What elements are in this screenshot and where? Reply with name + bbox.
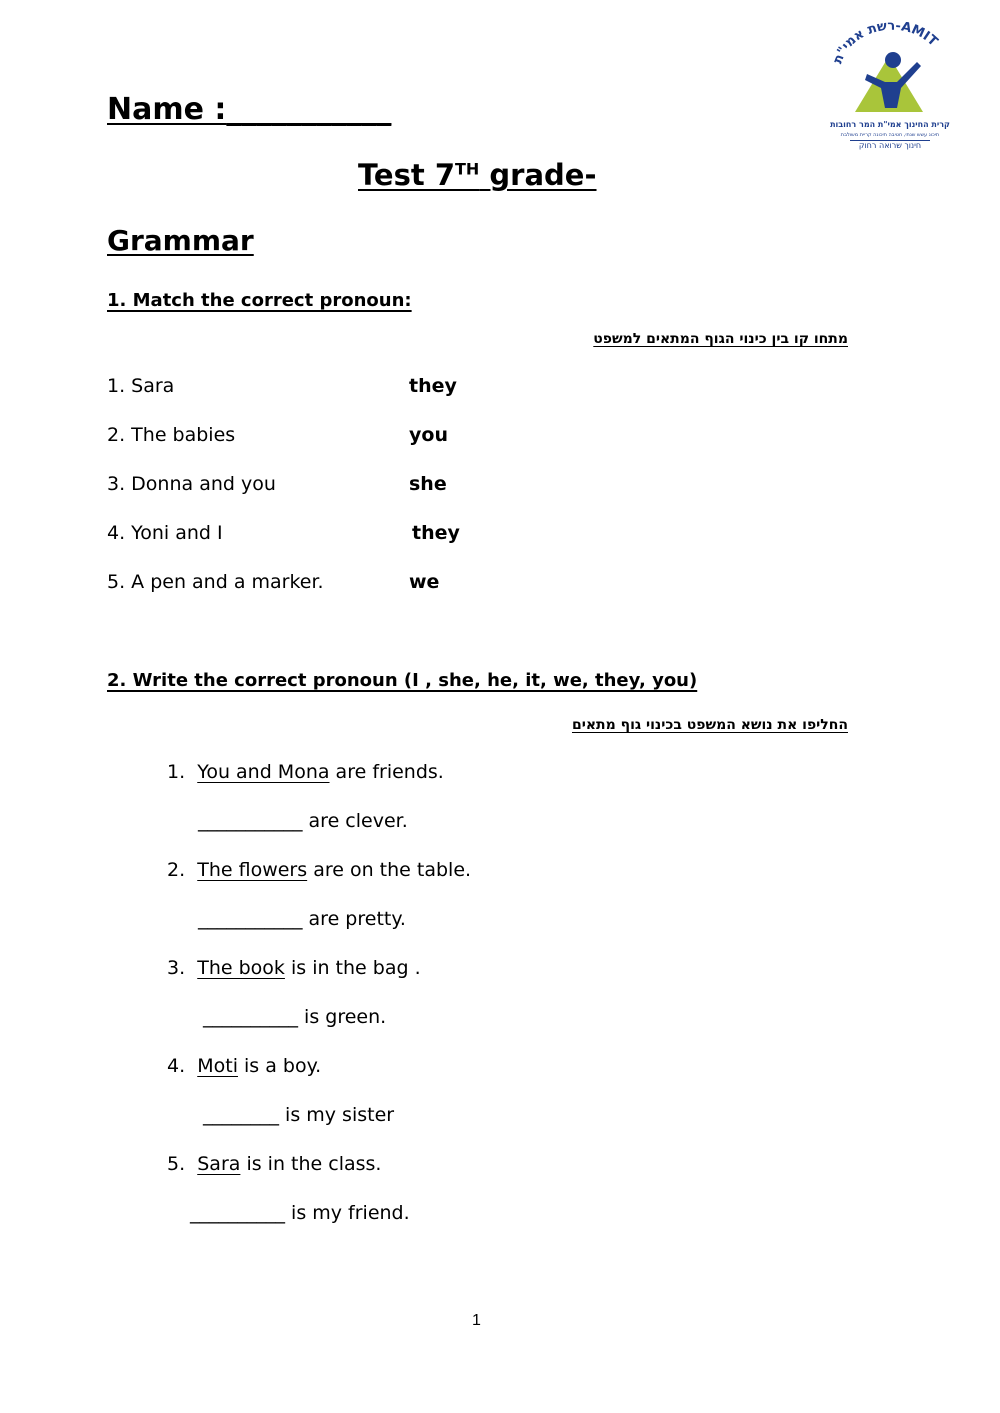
q2-answer-line	[198, 908, 406, 930]
q2-subject: The flowers	[197, 859, 308, 881]
q2-sentence	[167, 1153, 381, 1175]
q1-pronoun: they	[412, 522, 460, 544]
q2-number: 5.	[167, 1153, 186, 1175]
section-heading: Grammar	[107, 224, 254, 257]
logo-caption-1: קרית החינוך אמי"ת המר רחובות	[830, 120, 950, 129]
q2-answer-rest: are clever.	[302, 810, 408, 832]
q2-blank: ___________	[198, 908, 303, 930]
q1-item: 5. A pen and a marker.	[107, 571, 324, 593]
q2-number: 4.	[167, 1055, 186, 1077]
q2-subject: The book	[197, 957, 285, 979]
school-logo	[825, 22, 955, 154]
q2-sentence	[167, 761, 444, 783]
q2-sentence-rest: is in the bag .	[284, 957, 421, 979]
q2-subject: Moti	[197, 1055, 238, 1077]
q2-number: 3.	[167, 957, 186, 979]
name-field	[107, 92, 391, 127]
title-superscript: TH	[455, 159, 480, 179]
name-blank: ___________	[226, 92, 392, 127]
q2-sentence	[167, 957, 421, 979]
q1-pronoun: we	[409, 571, 440, 593]
q2-answer-rest: is my sister	[279, 1104, 395, 1126]
q2-sentence-rest: are on the table.	[307, 859, 472, 881]
q2-subject: Sara	[197, 1153, 241, 1175]
q1-item: 1. Sara	[107, 375, 175, 397]
q2-sentence-rest: is a boy.	[237, 1055, 322, 1077]
title-suffix: grade-	[479, 158, 597, 192]
title-prefix: Test 7	[358, 158, 455, 192]
q2-blank: ________	[203, 1104, 279, 1126]
q2-blank: ___________	[198, 810, 303, 832]
q1-item: 4. Yoni and I	[107, 522, 223, 544]
logo-caption-3: חינוך שרואה רחוק	[850, 140, 930, 150]
test-title	[358, 158, 597, 192]
q1-item: 2. The babies	[107, 424, 236, 446]
q2-answer-line	[203, 1006, 386, 1028]
q2-subject: You and Mona	[197, 761, 330, 783]
q2-sentence-rest: are friends.	[329, 761, 444, 783]
q1-pronoun: she	[409, 473, 447, 495]
name-label: Name :	[107, 92, 227, 127]
q2-hebrew-instruction: החליפו את נושא המשפט בכינוי גוף מתאים	[571, 717, 848, 733]
q1-hebrew-instruction: מתחו קו בין כינוי הגוף המתאים למשפט	[593, 331, 848, 347]
q2-sentence	[167, 1055, 321, 1077]
q2-answer-rest: are pretty.	[302, 908, 406, 930]
q2-sentence	[167, 859, 471, 881]
q2-number: 1.	[167, 761, 186, 783]
q2-blank: __________	[190, 1202, 285, 1224]
q1-item: 3. Donna and you	[107, 473, 276, 495]
q2-answer-line	[190, 1202, 410, 1224]
q2-answer-rest: is green.	[298, 1006, 387, 1028]
q2-answer-line	[203, 1104, 394, 1126]
q2-number: 2.	[167, 859, 186, 881]
q2-heading: 2. Write the correct pronoun (I , she, he, it, we, they, you)	[107, 670, 698, 691]
q1-pronoun: they	[409, 375, 457, 397]
q1-heading: 1. Match the correct pronoun:	[107, 290, 412, 311]
q2-sentence-rest: is in the class.	[240, 1153, 382, 1175]
page-number: 1	[472, 1312, 481, 1329]
logo-arc-text: רשת אמי"ת-AMIT	[830, 22, 941, 66]
logo-caption-2: תיכונ עשש שנתי, חטיבה תיכונה קריית משולבת	[840, 132, 940, 138]
q1-pronoun: you	[409, 424, 448, 446]
q2-answer-rest: is my friend.	[285, 1202, 410, 1224]
q2-blank: __________	[203, 1006, 298, 1028]
q2-answer-line	[198, 810, 408, 832]
